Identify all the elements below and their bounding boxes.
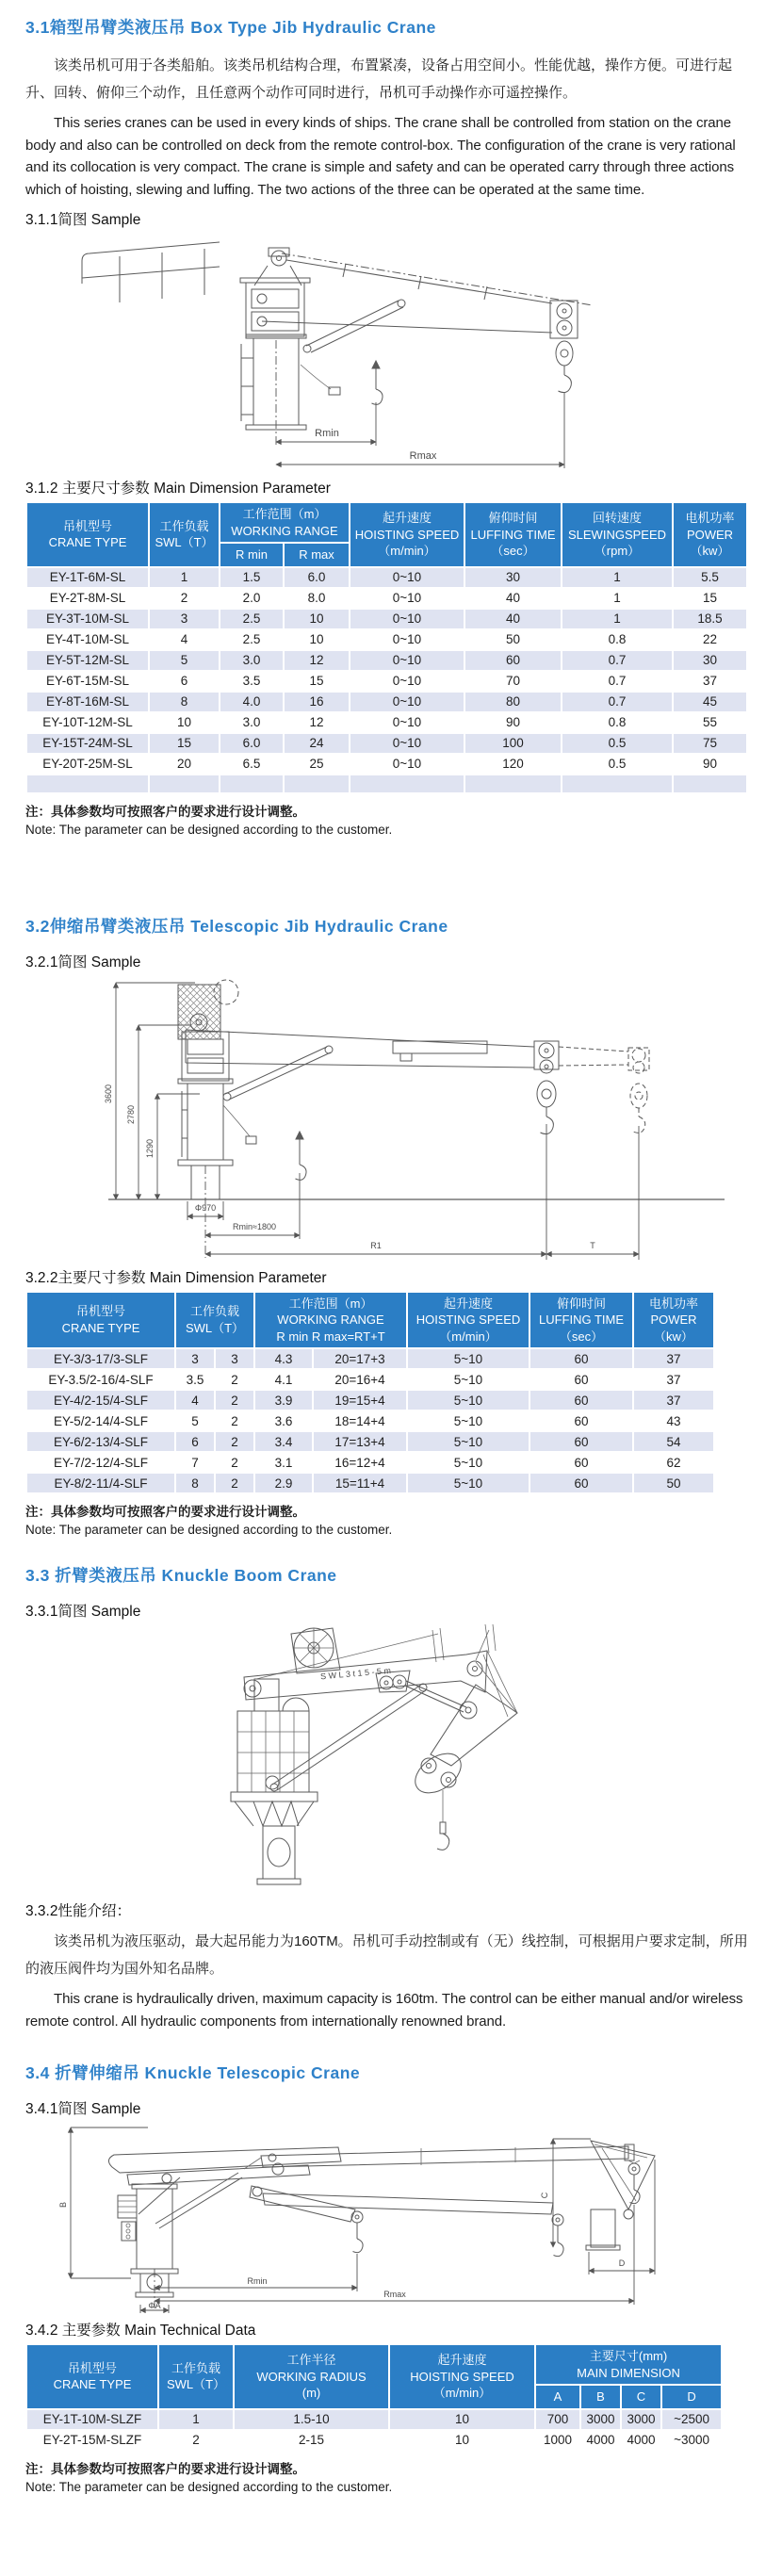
- dim-label-rmin1800: Rmin≈1800: [233, 1221, 276, 1231]
- table-cell: 22: [673, 629, 747, 650]
- table-cell: [562, 774, 673, 793]
- table-cell: 55: [673, 712, 747, 733]
- table-cell: 3.5: [220, 671, 284, 692]
- col-r-max: R max: [284, 543, 350, 567]
- table-cell: 54: [633, 1431, 714, 1452]
- table-cell: 3.5: [175, 1369, 215, 1390]
- section-3-3-title: 3.3 折臂类液压吊 Knuckle Boom Crane: [25, 1566, 337, 1585]
- label-3-1-1-sample: 3.1.1简图 Sample: [25, 212, 141, 228]
- table-cell: 4.1: [254, 1369, 313, 1390]
- table-cell: 3000: [580, 2409, 621, 2430]
- table-row: [26, 1431, 714, 1452]
- table-row: [26, 671, 747, 692]
- table-cell: 5: [149, 650, 220, 671]
- table-cell: 7: [175, 1452, 215, 1473]
- table-cell: 5~10: [407, 1369, 529, 1390]
- table-cell: 8: [175, 1473, 215, 1493]
- table-cell: EY-7/2-12/4-SLF: [26, 1452, 175, 1473]
- table-cell: 5~10: [407, 1431, 529, 1452]
- table-cell: 8: [149, 692, 220, 712]
- table-cell: [220, 774, 284, 793]
- crane-line-art: [108, 980, 725, 1199]
- dim-label-t: T: [590, 1240, 595, 1250]
- table-cell: 4.0: [220, 692, 284, 712]
- table-body: [26, 2409, 722, 2451]
- table-cell: 2: [215, 1390, 254, 1410]
- table-header: [26, 1292, 714, 1349]
- table-cell: 0~10: [350, 588, 464, 609]
- table-cell: 2-15: [234, 2430, 389, 2451]
- table-cell: EY-3.5/2-16/4-SLF: [26, 1369, 175, 1390]
- table-cell: 2: [215, 1410, 254, 1431]
- table-cell: [464, 774, 562, 793]
- table-cell: EY-4/2-15/4-SLF: [26, 1390, 175, 1410]
- col-power: 电机功率 POWER （kw）: [633, 1292, 714, 1349]
- table-cell: 12: [284, 712, 350, 733]
- table-row: [26, 733, 747, 754]
- table-cell: 15: [149, 733, 220, 754]
- table-cell: 60: [529, 1390, 633, 1410]
- col-dim-c: C: [621, 2385, 661, 2409]
- table-row: [26, 754, 747, 774]
- col-power: 电机功率 POWER （kw）: [673, 502, 747, 567]
- table-cell: 2.0: [220, 588, 284, 609]
- table-cell: EY-6/2-13/4-SLF: [26, 1431, 175, 1452]
- table-cell: 10: [284, 609, 350, 629]
- section-3-3-paragraph-cn: 该类吊机为液压驱动，最大起吊能力为160TM。吊机可手动控制或有（无）线控制，可根据用户要求定制，所用的液压阀件均为国外知名品牌。: [25, 1933, 748, 1977]
- col-main-dimension: 主要尺寸(mm) MAIN DIMENSION: [535, 2344, 722, 2385]
- table-cell: 8.0: [284, 588, 350, 609]
- table-row: [26, 629, 747, 650]
- table-row: [26, 1452, 714, 1473]
- table-cell: 80: [464, 692, 562, 712]
- col-swl: 工作负载 SWL（T）: [158, 2344, 234, 2409]
- section-3-1-paragraph-en: This series cranes can be used in every kinds of ships. The crane shall be controlled from station on the crane body and also can be controlled on deck from the remote control-box. The configuration of the crane is very rational and its collocation is very compact. The crane is simple and safety and can be operated carry through three actions which of hoisting, slewing and luffing. The two actions of the three can be operated at the same time.: [25, 115, 736, 198]
- table-cell: [673, 774, 747, 793]
- table-cell: 60: [529, 1431, 633, 1452]
- table-cell: EY-1T-6M-SL: [26, 567, 149, 588]
- table-cell: 2: [215, 1452, 254, 1473]
- table-cell: 1: [562, 588, 673, 609]
- table-cell: 30: [673, 650, 747, 671]
- table-row: [26, 588, 747, 609]
- col-slewing-speed: 回转速度 SLEWINGSPEED （rpm）: [562, 502, 673, 567]
- table-cell: 37: [633, 1369, 714, 1390]
- table-cell: [284, 774, 350, 793]
- note-en: Note: The parameter can be designed according to the customer.: [25, 822, 393, 837]
- table-row: [26, 1369, 714, 1390]
- table-cell: 2: [215, 1369, 254, 1390]
- table-cell: 6.0: [220, 733, 284, 754]
- col-hoisting-speed: 起升速度 HOISTING SPEED （m/min）: [350, 502, 464, 567]
- crane-line-art: [82, 242, 593, 430]
- table-cell: 12: [284, 650, 350, 671]
- col-working-range: 工作范围（m） WORKING RANGE: [220, 502, 350, 543]
- table-cell: 3: [215, 1348, 254, 1369]
- table-cell: 3.9: [254, 1390, 313, 1410]
- table-row: [26, 774, 747, 793]
- table-cell: 700: [535, 2409, 580, 2430]
- table-cell: 4000: [621, 2430, 661, 2451]
- table-cell: 60: [529, 1348, 633, 1369]
- table-row: [26, 1410, 714, 1431]
- col-hoisting-speed: 起升速度 HOISTING SPEED （m/min）: [389, 2344, 535, 2409]
- table-cell: 18=14+4: [313, 1410, 407, 1431]
- table-cell: EY-20T-25M-SL: [26, 754, 149, 774]
- table-cell: 50: [464, 629, 562, 650]
- table-cell: 120: [464, 754, 562, 774]
- table-cell: 60: [464, 650, 562, 671]
- dim-label-b: B: [58, 2201, 68, 2209]
- table-cell: 3: [149, 609, 220, 629]
- main-dimension-table-3-1-2: [25, 501, 748, 794]
- table-cell: 15: [284, 671, 350, 692]
- table-cell: 45: [673, 692, 747, 712]
- col-hoisting-speed: 起升速度 HOISTING SPEED （m/min）: [407, 1292, 529, 1349]
- table-cell: 0~10: [350, 733, 464, 754]
- section-3-3-paragraph-en: This crane is hydraulically driven, maximum capacity is 160tm. The control can be either manual and/or wireless remote control. All hydraulic components from internationally renowned brand.: [25, 1991, 743, 2030]
- table-cell: 2: [149, 588, 220, 609]
- table-cell: 62: [633, 1452, 714, 1473]
- table-row: [26, 567, 747, 588]
- table-cell: 3.1: [254, 1452, 313, 1473]
- note-cn: 注：具体参数均可按照客户的要求进行设计调整。: [25, 1505, 305, 1519]
- table-cell: 5: [175, 1410, 215, 1431]
- table-cell: 10: [149, 712, 220, 733]
- table-cell: 43: [633, 1410, 714, 1431]
- dim-label-d: D: [618, 2258, 626, 2268]
- table-cell: 0.5: [562, 754, 673, 774]
- table-cell: 37: [633, 1390, 714, 1410]
- table-cell: 6.5: [220, 754, 284, 774]
- table-cell: [26, 774, 149, 793]
- table-cell: 2.5: [220, 629, 284, 650]
- table-cell: EY-3T-10M-SL: [26, 609, 149, 629]
- table-cell: 37: [673, 671, 747, 692]
- table-cell: 37: [633, 1348, 714, 1369]
- table-row: [26, 1390, 714, 1410]
- table-cell: 30: [464, 567, 562, 588]
- table-cell: EY-8/2-11/4-SLF: [26, 1473, 175, 1493]
- table-cell: 10: [284, 629, 350, 650]
- table-cell: EY-2T-8M-SL: [26, 588, 149, 609]
- box-jib-crane-drawing: [25, 231, 757, 471]
- table-row: [26, 1348, 714, 1369]
- col-crane-type: 吊机型号 CRANE TYPE: [26, 502, 149, 567]
- crane-line-art: [231, 1624, 517, 1884]
- col-swl: 工作负载 SWL（T）: [175, 1292, 254, 1349]
- col-crane-type: 吊机型号 CRANE TYPE: [26, 1292, 175, 1349]
- table-cell: EY-3/3-17/3-SLF: [26, 1348, 175, 1369]
- table-cell: 1: [562, 567, 673, 588]
- col-working-radius: 工作半径 WORKING RADIUS (m): [234, 2344, 389, 2409]
- note-en: Note: The parameter can be designed according to the customer.: [25, 1523, 393, 1537]
- col-luffing-time: 俯仰时间 LUFFING TIME （sec）: [464, 502, 562, 567]
- table-cell: 40: [464, 609, 562, 629]
- label-3-2-1-sample: 3.2.1简图 Sample: [25, 954, 141, 970]
- table-cell: 60: [529, 1452, 633, 1473]
- section-3-1-paragraph-cn: 该类吊机可用于各类船舶。该类吊机结构合理，布置紧凑，设备占用空间小。性能优越，操作方便。可进行起升、回转、俯仰三个动作，且任意两个动作可同时进行，吊机可手动操作亦可遥控操作。: [25, 57, 733, 101]
- section-3-2-title: 3.2伸缩吊臂类液压吊 Telescopic Jib Hydraulic Crane: [25, 916, 448, 936]
- table-cell: 0~10: [350, 754, 464, 774]
- table-cell: EY-6T-15M-SL: [26, 671, 149, 692]
- table-cell: 25: [284, 754, 350, 774]
- dim-label-c: C: [540, 2192, 549, 2199]
- table-cell: [350, 774, 464, 793]
- table-cell: 1: [149, 567, 220, 588]
- note-cn: 注：具体参数均可按照客户的要求进行设计调整。: [25, 804, 305, 819]
- col-dim-a: A: [535, 2385, 580, 2409]
- col-crane-type: 吊机型号 CRANE TYPE: [26, 2344, 158, 2409]
- table-cell: 0.8: [562, 712, 673, 733]
- table-cell: 0~10: [350, 712, 464, 733]
- dim-label-3600: 3600: [104, 1084, 113, 1103]
- table-cell: EY-10T-12M-SL: [26, 712, 149, 733]
- table-cell: 3.6: [254, 1410, 313, 1431]
- table-cell: 3: [175, 1348, 215, 1369]
- table-cell: 4.3: [254, 1348, 313, 1369]
- dim-label-rmin: Rmin: [315, 428, 339, 439]
- table-cell: 20=17+3: [313, 1348, 407, 1369]
- table-cell: 16=12+4: [313, 1452, 407, 1473]
- table-cell: 16: [284, 692, 350, 712]
- telescopic-jib-crane-drawing: [25, 973, 757, 1261]
- table-row: [26, 712, 747, 733]
- table-cell: 5~10: [407, 1473, 529, 1493]
- label-3-2-2-parameter: 3.2.2主要尺寸参数 Main Dimension Parameter: [25, 1269, 327, 1286]
- col-luffing-time: 俯仰时间 LUFFING TIME （sec）: [529, 1292, 633, 1349]
- table-cell: 0.7: [562, 671, 673, 692]
- label-3-3-1-sample: 3.3.1简图 Sample: [25, 1604, 141, 1620]
- table-cell: 6: [175, 1431, 215, 1452]
- table-cell: 5~10: [407, 1410, 529, 1431]
- table-cell: 1.5: [220, 567, 284, 588]
- col-swl: 工作负载 SWL（T）: [149, 502, 220, 567]
- table-cell: 0~10: [350, 650, 464, 671]
- table-cell: EY-5/2-14/4-SLF: [26, 1410, 175, 1431]
- table-cell: 6: [149, 671, 220, 692]
- table-header: [26, 502, 747, 567]
- table-cell: 90: [464, 712, 562, 733]
- table-cell: 4: [175, 1390, 215, 1410]
- main-dimension-table-3-2-2: [25, 1291, 715, 1495]
- table-cell: 2: [215, 1431, 254, 1452]
- label-3-4-1-sample: 3.4.1简图 Sample: [25, 2101, 141, 2117]
- dim-label-dia-a: ΦA: [148, 2301, 161, 2310]
- table-row: [26, 692, 747, 712]
- knuckle-telescopic-crane-drawing: [25, 2120, 757, 2313]
- table-cell: 4000: [580, 2430, 621, 2451]
- table-cell: 3.0: [220, 712, 284, 733]
- table-cell: 6.0: [284, 567, 350, 588]
- col-r-min: R min: [220, 543, 284, 567]
- table-row: [26, 2430, 722, 2451]
- table-cell: 15=11+4: [313, 1473, 407, 1493]
- label-3-1-2-parameter: 3.1.2 主要尺寸参数 Main Dimension Parameter: [25, 481, 331, 497]
- table-cell: 15: [673, 588, 747, 609]
- table-cell: 2.9: [254, 1473, 313, 1493]
- table-cell: 0.8: [562, 629, 673, 650]
- table-row: [26, 2409, 722, 2430]
- table-cell: EY-1T-10M-SLZF: [26, 2409, 158, 2430]
- table-cell: 3000: [621, 2409, 661, 2430]
- table-cell: 1000: [535, 2430, 580, 2451]
- table-row: [26, 609, 747, 629]
- dim-label-dia970: Φ970: [194, 1202, 217, 1213]
- table-cell: 60: [529, 1473, 633, 1493]
- knuckle-boom-crane-drawing: [25, 1622, 757, 1894]
- table-cell: ~3000: [661, 2430, 722, 2451]
- table-cell: 1: [562, 609, 673, 629]
- table-row: [26, 1473, 714, 1493]
- dim-label-2780: 2780: [126, 1104, 136, 1124]
- table-cell: 17=13+4: [313, 1431, 407, 1452]
- table-cell: 2: [215, 1473, 254, 1493]
- table-cell: 5~10: [407, 1390, 529, 1410]
- table-cell: 40: [464, 588, 562, 609]
- table-cell: 3.0: [220, 650, 284, 671]
- section-3-1-title: 3.1箱型吊臂类液压吊 Box Type Jib Hydraulic Crane: [25, 18, 436, 37]
- dim-label-rmax: Rmax: [409, 450, 437, 462]
- dimension-lines: [276, 340, 564, 468]
- table-cell: EY-15T-24M-SL: [26, 733, 149, 754]
- table-header: [26, 2344, 722, 2409]
- crane-line-art: [108, 2141, 655, 2297]
- table-cell: 5.5: [673, 567, 747, 588]
- note-en: Note: The parameter can be designed according to the customer.: [25, 2479, 393, 2494]
- table-cell: 60: [529, 1410, 633, 1431]
- table-cell: 0.7: [562, 692, 673, 712]
- table-cell: 75: [673, 733, 747, 754]
- table-cell: 50: [633, 1473, 714, 1493]
- table-cell: 5~10: [407, 1452, 529, 1473]
- col-dim-b: B: [580, 2385, 621, 2409]
- table-cell: 0.7: [562, 650, 673, 671]
- table-cell: [149, 774, 220, 793]
- table-cell: 0~10: [350, 629, 464, 650]
- table-cell: 100: [464, 733, 562, 754]
- table-cell: 20: [149, 754, 220, 774]
- table-cell: 10: [389, 2409, 535, 2430]
- note-cn: 注：具体参数均可按照客户的要求进行设计调整。: [25, 2461, 305, 2476]
- boom-swl-marking: SWL3t15-5m: [319, 1665, 394, 1682]
- table-cell: 60: [529, 1369, 633, 1390]
- table-cell: 1: [158, 2409, 234, 2430]
- label-3-4-2-parameter: 3.4.2 主要参数 Main Technical Data: [25, 2323, 256, 2339]
- table-body: [26, 1348, 714, 1493]
- table-cell: 24: [284, 733, 350, 754]
- table-cell: EY-4T-10M-SL: [26, 629, 149, 650]
- table-cell: EY-2T-15M-SLZF: [26, 2430, 158, 2451]
- table-cell: 90: [673, 754, 747, 774]
- table-cell: 18.5: [673, 609, 747, 629]
- table-cell: 2: [158, 2430, 234, 2451]
- table-cell: 10: [389, 2430, 535, 2451]
- dimension-lines-bottom: [187, 1124, 639, 1260]
- table-cell: 0~10: [350, 609, 464, 629]
- col-dim-d: D: [661, 2385, 722, 2409]
- main-technical-data-table-3-4-2: [25, 2343, 723, 2452]
- table-cell: 3.4: [254, 1431, 313, 1452]
- table-row: [26, 650, 747, 671]
- dim-label-rmin: Rmin: [247, 2276, 268, 2286]
- table-cell: 19=15+4: [313, 1390, 407, 1410]
- table-cell: 0.5: [562, 733, 673, 754]
- table-cell: 4: [149, 629, 220, 650]
- dim-label-rmax: Rmax: [383, 2290, 406, 2299]
- table-cell: 2.5: [220, 609, 284, 629]
- dim-label-r1: R1: [370, 1240, 382, 1250]
- table-cell: 20=16+4: [313, 1369, 407, 1390]
- col-working-range: 工作范围（m） WORKING RANGE R min R max=RT+T: [254, 1292, 407, 1349]
- table-cell: 5~10: [407, 1348, 529, 1369]
- table-cell: 70: [464, 671, 562, 692]
- table-cell: 0~10: [350, 671, 464, 692]
- table-cell: 0~10: [350, 692, 464, 712]
- section-3-4-title: 3.4 折臂伸缩吊 Knuckle Telescopic Crane: [25, 2063, 361, 2082]
- label-3-3-2-performance: 3.3.2性能介绍：: [25, 1903, 131, 1919]
- table-cell: EY-8T-16M-SL: [26, 692, 149, 712]
- table-cell: EY-5T-12M-SL: [26, 650, 149, 671]
- table-cell: 1.5-10: [234, 2409, 389, 2430]
- table-body: [26, 567, 747, 793]
- table-cell: ~2500: [661, 2409, 722, 2430]
- dim-label-1290: 1290: [145, 1138, 155, 1158]
- table-cell: 0~10: [350, 567, 464, 588]
